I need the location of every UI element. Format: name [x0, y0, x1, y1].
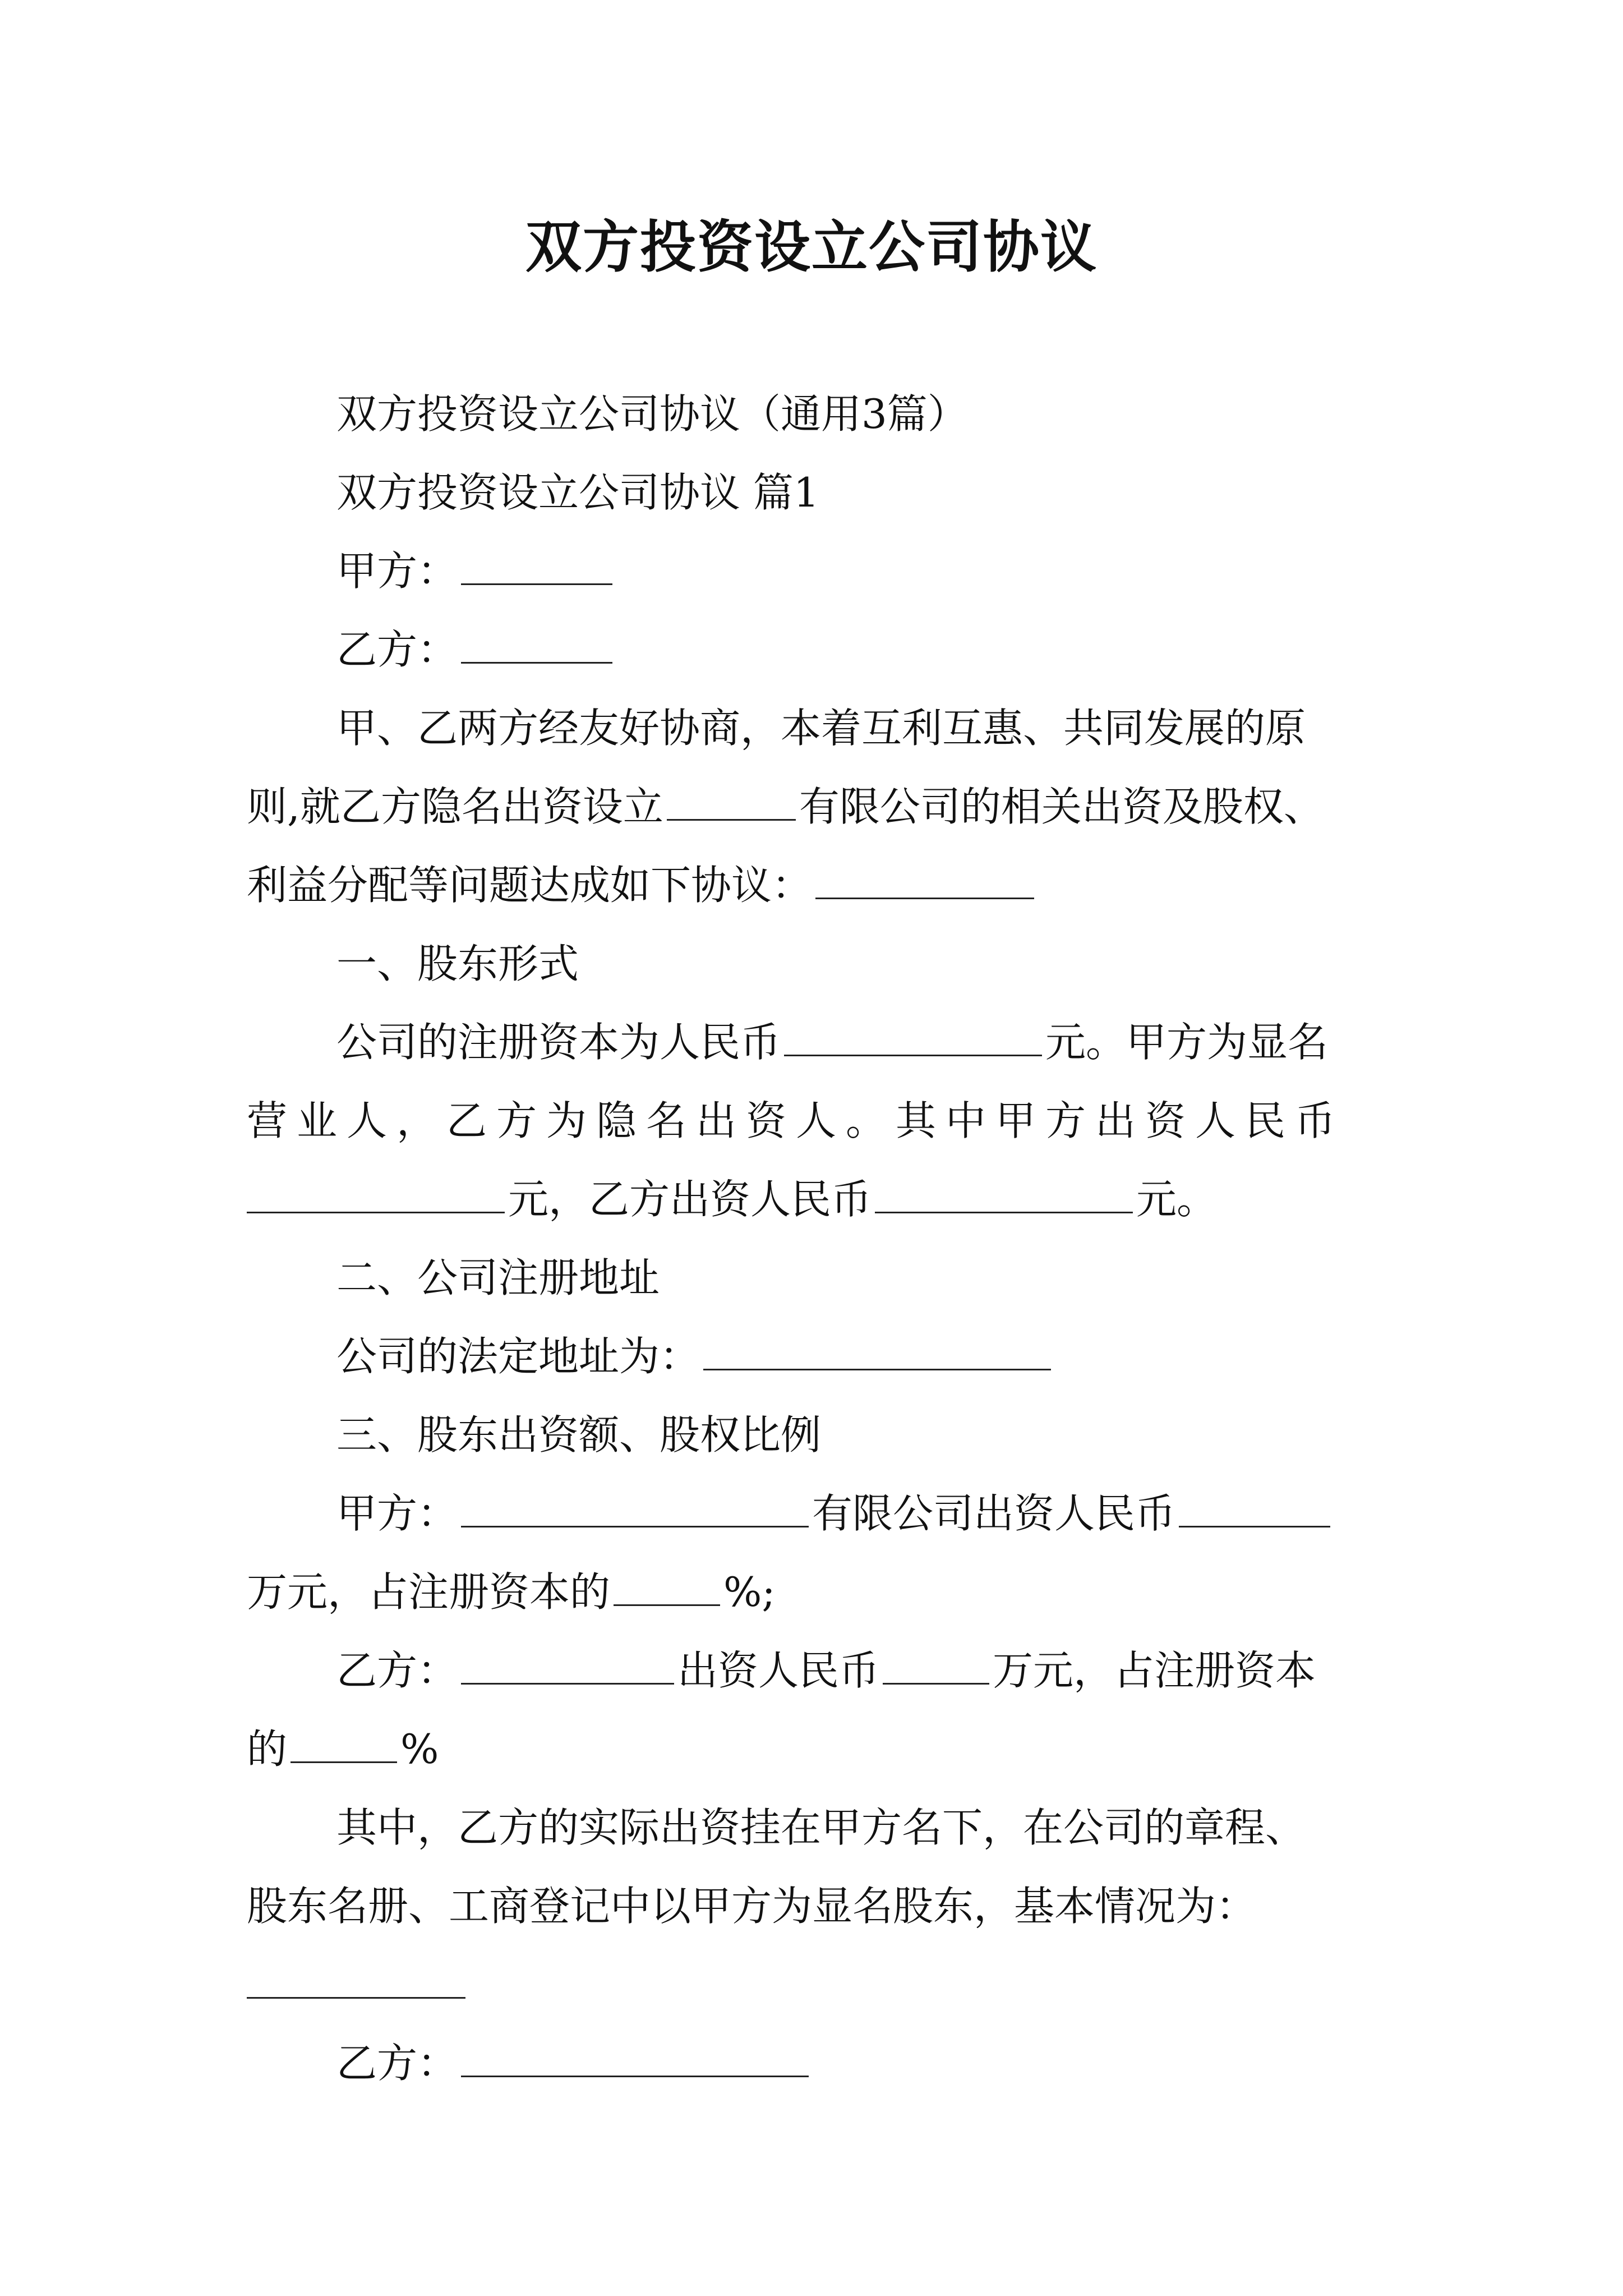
- section-1-line-2: [247, 1093, 1380, 1149]
- section-3-heading-text: 三、股东出资额、股权比例: [336, 1411, 822, 1458]
- intro-line-2: [247, 779, 1380, 835]
- party-b-line: [336, 622, 1380, 678]
- last-party-b-line: [336, 2035, 1380, 2091]
- section-3-party-b-line-2: [247, 1721, 1380, 1777]
- party-a-blank: [461, 581, 612, 585]
- party-b-blank: [461, 660, 612, 664]
- section-2-line-1: [336, 1328, 1380, 1384]
- intro-line-3: [247, 857, 1380, 913]
- paragraph-line-2-text: 股东名册、工商登记中以甲方为显名股东，基本情况为：: [247, 1883, 1257, 1930]
- section-3-party-a-text-2: 万元，占注册资本的: [247, 1568, 611, 1616]
- last-party-b-label: 乙方：: [336, 2040, 458, 2087]
- section-1-line-1-text-b: 元。甲方为显名: [1045, 1019, 1329, 1066]
- section-1-line-1-text-a: 公司的注册资本为人民币: [336, 1019, 781, 1066]
- intro-line-1-text: 甲、乙两方经友好协商，本着互利互惠、共同发展的原: [336, 705, 1306, 752]
- party-a-contribution-blank: [1179, 1524, 1330, 1527]
- section-1-line-1: [336, 1014, 1380, 1070]
- company-name-blank: [667, 817, 796, 821]
- party-a-percent-blank: [614, 1602, 720, 1606]
- party-a-amount-blank: [247, 1209, 505, 1213]
- section-3-party-a-percent: %;: [723, 1568, 776, 1616]
- section-3-party-b-text-2: 万元，占注册资本: [993, 1647, 1316, 1694]
- section-1-heading: [336, 936, 1380, 992]
- party-b-name-blank: [461, 1681, 674, 1685]
- paragraph-line-1: [336, 1800, 1380, 1856]
- section-3-party-a-line-1: [336, 1485, 1380, 1542]
- intro-line-2-text-b: 有限公司的相关出资及股权、: [799, 783, 1324, 830]
- intro-line-1: [336, 700, 1380, 756]
- section-3-party-b-percent: %: [400, 1726, 439, 1773]
- party-b-contribution-blank: [883, 1681, 989, 1685]
- paragraph-line-1-text: 其中，乙方的实际出资挂在甲方名下，在公司的章程、: [336, 1804, 1306, 1851]
- paragraph-line-3: [247, 1957, 1380, 2013]
- intro-line-3-text: 利益分配等问题达成如下协议：: [247, 862, 813, 909]
- section-1-line-2-text: 营业人，乙方为隐名出资人。其中甲方出资人民币: [247, 1097, 1345, 1144]
- paragraph-line-2: [247, 1878, 1380, 1934]
- document-title: 双方投资设立公司协议: [525, 214, 1098, 280]
- party-a-label: 甲方：: [336, 547, 458, 595]
- registered-capital-blank: [784, 1052, 1042, 1056]
- party-b-amount-blank: [875, 1209, 1133, 1213]
- party-b-label: 乙方：: [336, 626, 458, 673]
- subtitle-text: 双方投资设立公司协议（通用3篇）: [336, 390, 968, 438]
- section-3-party-b-text: 出资人民币: [677, 1647, 880, 1694]
- party-a-company-blank: [461, 1524, 809, 1527]
- section-3-party-b-text-3: 的: [247, 1726, 288, 1773]
- section-3-party-a-label: 甲方：: [336, 1490, 458, 1537]
- section-3-party-b-line-1: [336, 1642, 1380, 1699]
- section-1-line-3-text-b: 元。: [1136, 1176, 1218, 1223]
- subtitle: [336, 386, 1380, 442]
- legal-address-blank: [703, 1366, 1051, 1370]
- section-1-heading-text: 一、股东形式: [336, 940, 579, 987]
- intro-blank: [815, 895, 1034, 899]
- section-1-line-3-text-a: 元，乙方出资人民币: [508, 1176, 872, 1223]
- section-2-heading: [336, 1250, 1380, 1306]
- party-a-line: [336, 543, 1380, 599]
- party-b-percent-blank: [291, 1759, 397, 1763]
- section-3-party-b-label: 乙方：: [336, 1647, 458, 1694]
- section-1-line-3: [247, 1171, 1380, 1227]
- section-2-line-1-text: 公司的法定地址为：: [336, 1333, 700, 1380]
- section-3-heading: [336, 1407, 1380, 1463]
- last-party-b-blank: [461, 2073, 809, 2077]
- intro-line-2-text-a: 则,就乙方隐名出资设立: [247, 783, 663, 830]
- section-2-heading-text: 二、公司注册地址: [336, 1254, 660, 1301]
- section-3-party-a-text: 有限公司出资人民币: [812, 1490, 1176, 1537]
- part1-heading: [336, 464, 1380, 521]
- section-3-party-a-line-2: [247, 1564, 1380, 1620]
- basic-info-blank: [247, 1995, 465, 1999]
- part1-heading-text: 双方投资设立公司协议 篇1: [336, 469, 819, 516]
